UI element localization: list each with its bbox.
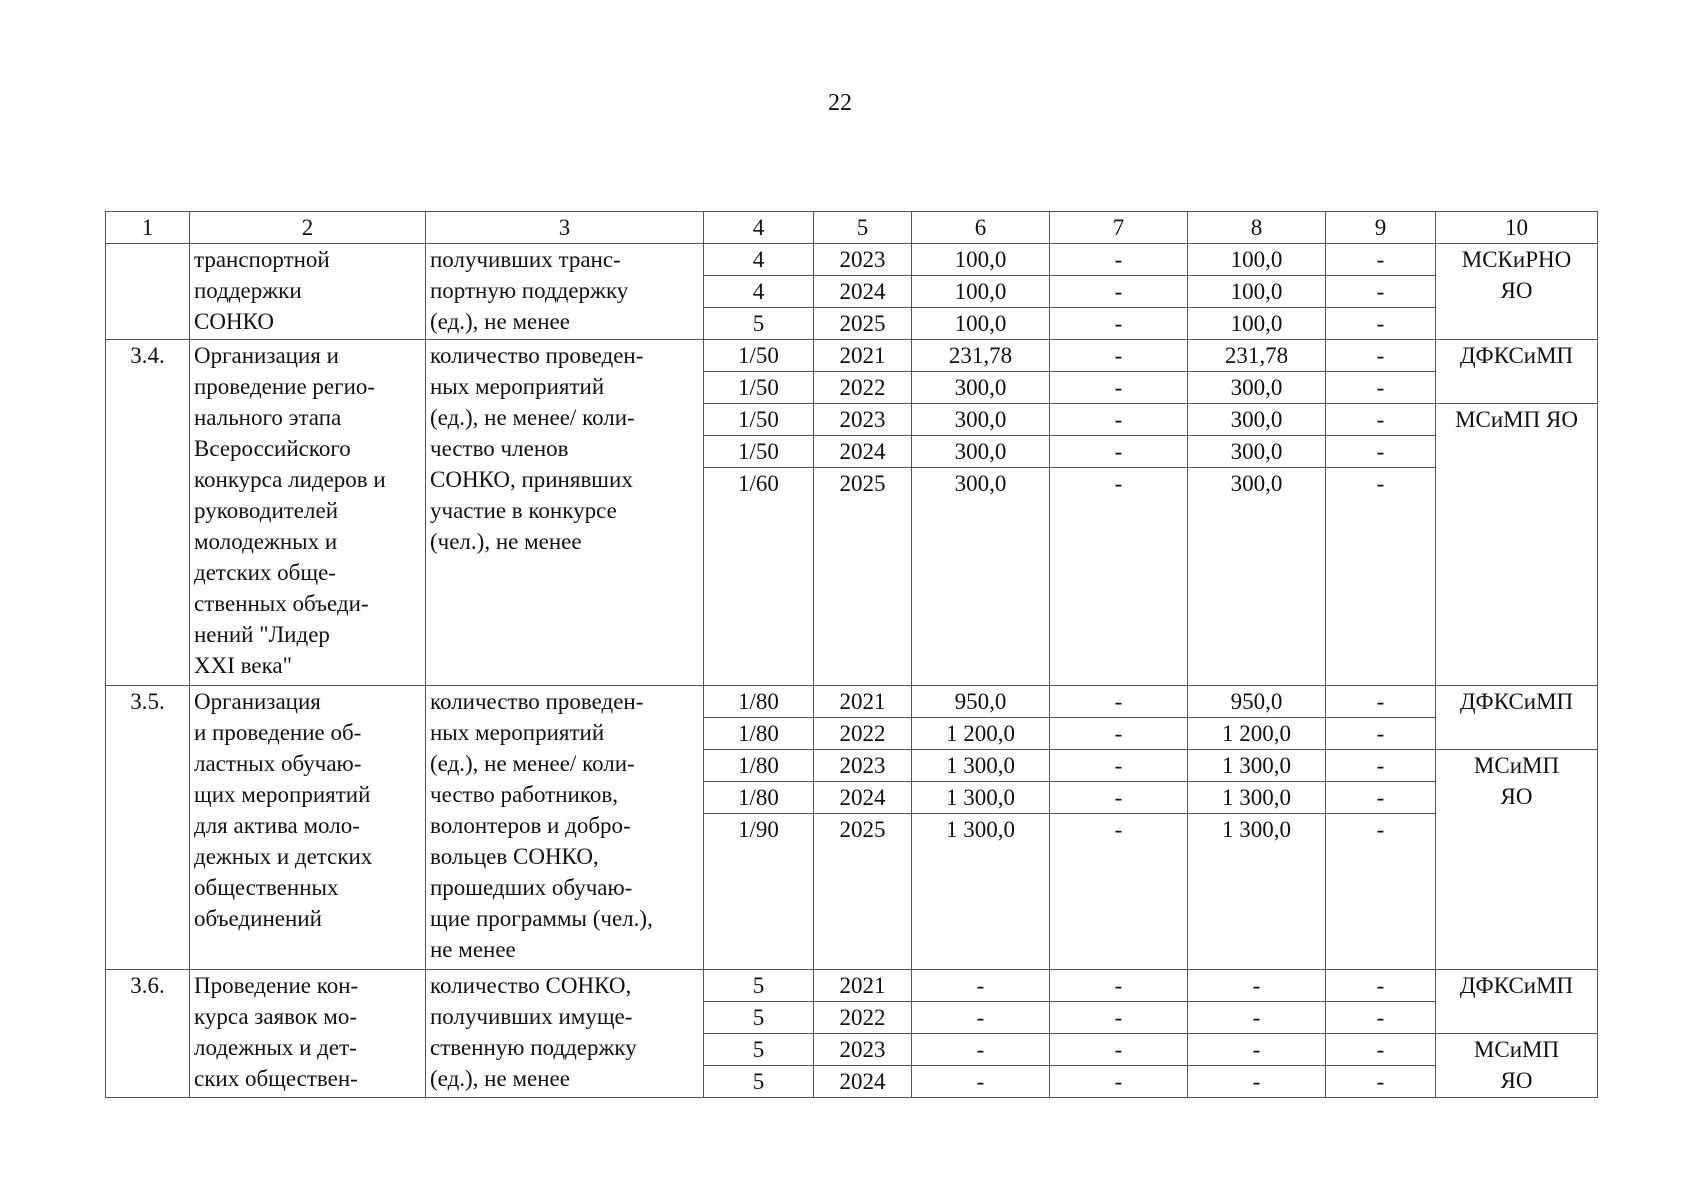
text-line: руководителей	[194, 498, 339, 523]
funding-col7: -	[1050, 718, 1188, 750]
measure-name	[190, 244, 426, 340]
funding-col8: 100,0	[1188, 244, 1326, 276]
funding-total: 300,0	[912, 404, 1050, 436]
funding-col7: -	[1050, 372, 1188, 404]
measure-name	[190, 340, 426, 686]
text-line: ственных объеди-	[194, 591, 369, 616]
indicator-value: 1/80	[704, 718, 814, 750]
year-cell: 2024	[814, 782, 912, 814]
text-line: количество СОНКО,	[430, 973, 632, 998]
funding-total: -	[912, 1034, 1050, 1066]
responsible-executor: ДФКСиМП	[1436, 686, 1598, 750]
text-line: МСиМП	[1473, 753, 1560, 778]
funding-total: -	[912, 1002, 1050, 1034]
indicator-description	[426, 244, 704, 340]
text-line: нального этапа	[194, 405, 342, 430]
text-line: нений "Лидер	[194, 622, 330, 647]
text-line: курса заявок мо-	[194, 1004, 358, 1029]
column-header: 10	[1436, 212, 1598, 244]
text-line: портную поддержку	[430, 278, 629, 303]
text-line: ЯО	[1500, 1068, 1533, 1093]
funding-total: 1 300,0	[912, 814, 1050, 846]
text-line: дежных и детских	[194, 844, 373, 869]
funding-total: -	[912, 1066, 1050, 1098]
funding-col7: -	[1050, 782, 1188, 814]
indicator-description	[426, 686, 704, 970]
text-line: объединений	[194, 906, 322, 931]
year-cell: 2023	[814, 1034, 912, 1066]
column-header: 5	[814, 212, 912, 244]
indicator-value: 5	[704, 308, 814, 340]
text-line: ЯО	[1500, 278, 1533, 303]
funding-col9: -	[1326, 340, 1436, 372]
empty-cell	[814, 845, 912, 970]
indicator-value: 5	[704, 1034, 814, 1066]
funding-col8: 100,0	[1188, 308, 1326, 340]
text-line: щие программы (чел.),	[430, 906, 653, 931]
text-line: количество проведен-	[430, 689, 644, 714]
funding-total: 950,0	[912, 686, 1050, 718]
funding-total: 300,0	[912, 372, 1050, 404]
text-line: СОНКО, принявших	[430, 467, 633, 492]
table-row	[106, 340, 1598, 372]
co-executor: МСиМП ЯО	[1436, 404, 1598, 686]
text-line: (ед.), не менее	[430, 1066, 570, 1091]
funding-total: 100,0	[912, 276, 1050, 308]
column-header: 7	[1050, 212, 1188, 244]
funding-col7: -	[1050, 1034, 1188, 1066]
funding-col9: -	[1326, 372, 1436, 404]
text-line: не менее	[430, 937, 516, 962]
funding-col8: 950,0	[1188, 686, 1326, 718]
empty-cell	[912, 499, 1050, 686]
funding-col7: -	[1050, 468, 1188, 500]
column-header: 9	[1326, 212, 1436, 244]
text-line: (чел.), не менее	[430, 529, 582, 554]
funding-col9: -	[1326, 404, 1436, 436]
measure-number: 3.6.	[106, 970, 190, 1098]
text-line: детских обще-	[194, 560, 336, 585]
text-line: участие в конкурсе	[430, 498, 617, 523]
text-line: ных мероприятий	[430, 720, 605, 745]
responsible-executor: ДФКСиМП	[1436, 340, 1598, 404]
year-cell: 2022	[814, 372, 912, 404]
year-cell: 2024	[814, 1066, 912, 1098]
text-line: поддержки	[194, 278, 302, 303]
text-line: ственную поддержку	[430, 1035, 637, 1060]
text-line: получивших имуще-	[430, 1004, 633, 1029]
indicator-value: 1/60	[704, 468, 814, 500]
table-row	[106, 970, 1598, 1002]
indicator-value: 4	[704, 244, 814, 276]
funding-col7: -	[1050, 340, 1188, 372]
empty-cell	[1188, 499, 1326, 686]
column-numbers-row	[106, 212, 1598, 244]
empty-cell	[1326, 499, 1436, 686]
text-line: общественных	[194, 875, 339, 900]
text-line: молодежных и	[194, 529, 338, 554]
text-line: (ед.), не менее/ коли-	[430, 751, 635, 776]
empty-cell	[912, 845, 1050, 970]
funding-col7: -	[1050, 244, 1188, 276]
column-header: 3	[426, 212, 704, 244]
measure-name	[190, 686, 426, 970]
funding-col9: -	[1326, 686, 1436, 718]
funding-col8: 1 300,0	[1188, 750, 1326, 782]
year-cell: 2021	[814, 970, 912, 1002]
measure-number	[106, 244, 190, 340]
funding-col9: -	[1326, 750, 1436, 782]
funding-col8: -	[1188, 1002, 1326, 1034]
funding-total: 100,0	[912, 244, 1050, 276]
funding-col7: -	[1050, 750, 1188, 782]
text-line: XXI века"	[194, 653, 292, 678]
funding-col9: -	[1326, 782, 1436, 814]
indicator-description	[426, 970, 704, 1098]
text-line: ластных обучаю-	[194, 751, 362, 776]
text-line: лодежных и дет-	[194, 1035, 357, 1060]
funding-col7: -	[1050, 436, 1188, 468]
funding-col9: -	[1326, 970, 1436, 1002]
funding-total: 231,78	[912, 340, 1050, 372]
indicator-value: 5	[704, 1066, 814, 1098]
empty-cell	[1326, 845, 1436, 970]
funding-col8: 1 300,0	[1188, 814, 1326, 846]
funding-col8: 300,0	[1188, 468, 1326, 500]
funding-col9: -	[1326, 244, 1436, 276]
text-line: для актива моло-	[194, 813, 360, 838]
measure-number: 3.5.	[106, 686, 190, 970]
funding-col7: -	[1050, 686, 1188, 718]
column-header: 4	[704, 212, 814, 244]
text-line: СОНКО	[194, 309, 274, 334]
page-number: 22	[828, 90, 852, 116]
text-line: получивших транс-	[430, 247, 621, 272]
text-line: (ед.), не менее/ коли-	[430, 405, 635, 430]
indicator-value: 1/50	[704, 404, 814, 436]
text-line: ных мероприятий	[430, 374, 605, 399]
measure-number: 3.4.	[106, 340, 190, 686]
text-line: ских обществен-	[194, 1066, 358, 1091]
year-cell: 2021	[814, 686, 912, 718]
year-cell: 2022	[814, 718, 912, 750]
funding-col7: -	[1050, 404, 1188, 436]
text-line: и проведение об-	[194, 720, 362, 745]
year-cell: 2024	[814, 436, 912, 468]
funding-total: 300,0	[912, 436, 1050, 468]
text-line: Проведение кон-	[194, 973, 359, 998]
year-cell: 2025	[814, 468, 912, 500]
text-line: количество проведен-	[430, 343, 644, 368]
responsible-executor	[1436, 244, 1598, 340]
funding-col9: -	[1326, 1066, 1436, 1098]
year-cell: 2023	[814, 404, 912, 436]
indicator-value: 1/50	[704, 372, 814, 404]
indicator-value: 1/80	[704, 686, 814, 718]
empty-cell	[704, 845, 814, 970]
indicator-value: 1/90	[704, 814, 814, 846]
funding-col7: -	[1050, 276, 1188, 308]
text-line: чество членов	[430, 436, 569, 461]
text-line: МСиМП	[1473, 1037, 1560, 1062]
funding-col8: 1 200,0	[1188, 718, 1326, 750]
text-line: ЯО	[1500, 784, 1533, 809]
text-line: щих мероприятий	[194, 782, 371, 807]
column-header: 2	[190, 212, 426, 244]
funding-total: 1 300,0	[912, 782, 1050, 814]
funding-col7: -	[1050, 970, 1188, 1002]
year-cell: 2022	[814, 1002, 912, 1034]
text-line: Организация и	[194, 343, 339, 368]
funding-col8: 1 300,0	[1188, 782, 1326, 814]
funding-col8: -	[1188, 1066, 1326, 1098]
table-row	[106, 686, 1598, 718]
funding-col8: 300,0	[1188, 404, 1326, 436]
funding-col8: -	[1188, 970, 1326, 1002]
year-cell: 2025	[814, 308, 912, 340]
funding-col7: -	[1050, 308, 1188, 340]
text-line: проведение регио-	[194, 374, 376, 399]
funding-col9: -	[1326, 1034, 1436, 1066]
text-line: чество работников,	[430, 782, 618, 807]
indicator-value: 5	[704, 970, 814, 1002]
text-line: (ед.), не менее	[430, 309, 570, 334]
indicator-value: 4	[704, 276, 814, 308]
year-cell: 2021	[814, 340, 912, 372]
funding-col8: -	[1188, 1034, 1326, 1066]
column-header: 1	[106, 212, 190, 244]
funding-total: 100,0	[912, 308, 1050, 340]
funding-col7: -	[1050, 814, 1188, 846]
text-line: транспортной	[194, 247, 330, 272]
funding-col8: 300,0	[1188, 372, 1326, 404]
program-measures-table	[105, 211, 1598, 1098]
funding-total: -	[912, 970, 1050, 1002]
year-cell: 2025	[814, 814, 912, 846]
funding-col9: -	[1326, 436, 1436, 468]
indicator-description	[426, 340, 704, 686]
indicator-value: 1/50	[704, 340, 814, 372]
empty-cell	[1188, 845, 1326, 970]
text-line: прошедших обучаю-	[430, 875, 633, 900]
text-line: Всероссийского	[194, 436, 351, 461]
measure-name	[190, 970, 426, 1098]
column-header: 8	[1188, 212, 1326, 244]
funding-col9: -	[1326, 276, 1436, 308]
text-line: конкурса лидеров и	[194, 467, 386, 492]
funding-col8: 100,0	[1188, 276, 1326, 308]
year-cell: 2023	[814, 244, 912, 276]
indicator-value: 1/80	[704, 750, 814, 782]
funding-total: 1 200,0	[912, 718, 1050, 750]
empty-cell	[814, 499, 912, 686]
column-header: 6	[912, 212, 1050, 244]
year-cell: 2024	[814, 276, 912, 308]
co-executor	[1436, 1034, 1598, 1098]
co-executor	[1436, 750, 1598, 970]
text-line: Организация	[194, 689, 321, 714]
funding-total: 300,0	[912, 468, 1050, 500]
funding-total: 1 300,0	[912, 750, 1050, 782]
text-line: волонтеров и добро-	[430, 813, 631, 838]
funding-col8: 231,78	[1188, 340, 1326, 372]
funding-col9: -	[1326, 1002, 1436, 1034]
empty-cell	[1050, 499, 1188, 686]
funding-col9: -	[1326, 718, 1436, 750]
funding-col8: 300,0	[1188, 436, 1326, 468]
table-row	[106, 244, 1598, 276]
responsible-executor: ДФКСиМП	[1436, 970, 1598, 1034]
year-cell: 2023	[814, 750, 912, 782]
funding-col7: -	[1050, 1002, 1188, 1034]
funding-col7: -	[1050, 1066, 1188, 1098]
text-line: МСКиРНО	[1461, 247, 1572, 272]
indicator-value: 5	[704, 1002, 814, 1034]
indicator-value: 1/80	[704, 782, 814, 814]
funding-col9: -	[1326, 468, 1436, 500]
funding-col9: -	[1326, 814, 1436, 846]
text-line: вольцев СОНКО,	[430, 844, 599, 869]
indicator-value: 1/50	[704, 436, 814, 468]
empty-cell	[704, 499, 814, 686]
funding-col9: -	[1326, 308, 1436, 340]
empty-cell	[1050, 845, 1188, 970]
